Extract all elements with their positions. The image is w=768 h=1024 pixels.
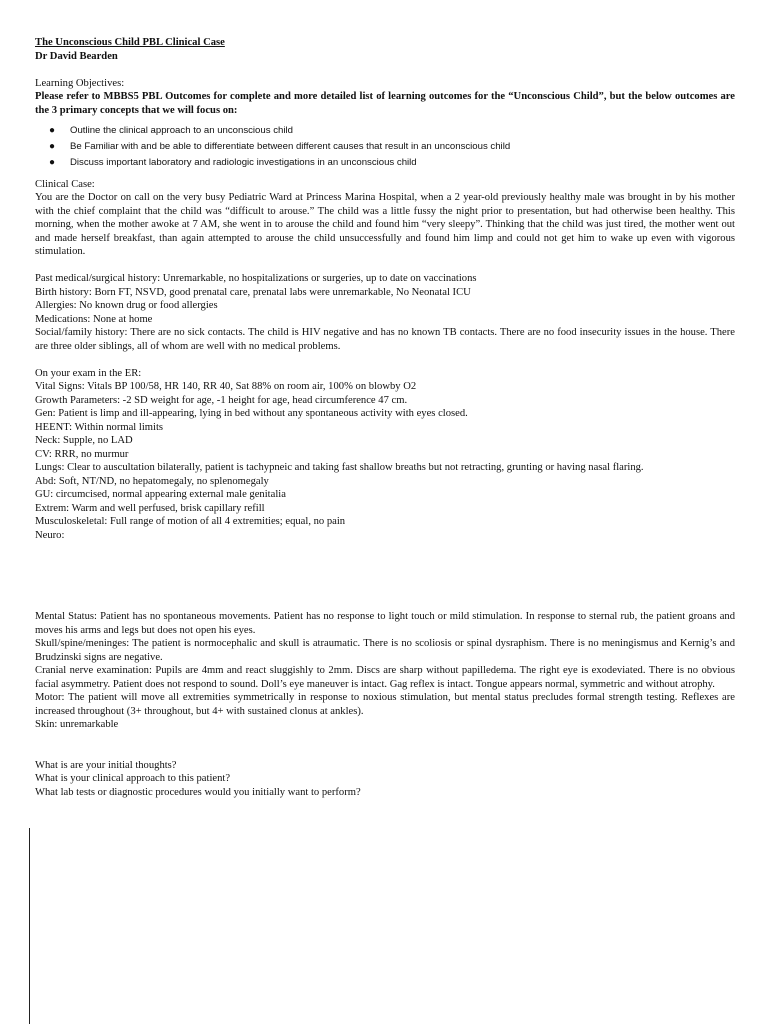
objective-item: ● Be Familiar with and be able to differentiate between different causes that result in an unconscious child bbox=[35, 139, 735, 155]
history-line: Medications: None at home bbox=[35, 313, 153, 325]
history-line: Allergies: No known drug or food allergies bbox=[35, 300, 218, 312]
objective-item: ● Outline the clinical approach to an unconscious child bbox=[35, 123, 735, 139]
history-section bbox=[35, 272, 735, 353]
objectives-list bbox=[35, 123, 735, 172]
exam-line: Growth Parameters: -2 SD weight for age, -1 height for age, head circumference 47 cm. bbox=[35, 394, 408, 406]
history-line: Social/family history: There are no sick contacts. The child is HIV negative and has no known TB contacts. There are no food insecurity issues in the house. There are three older siblings, all of whom are well with no medical problems. bbox=[35, 327, 735, 352]
neuro-line: Skull/spine/meninges: The patient is normocephalic and skull is atraumatic. There is no scoliosis or spinal dysraphism. There is no meningismus and Kernig’s and Brudzinski signs are negative. bbox=[35, 638, 735, 663]
exam-line: Musculoskeletal: Full range of motion of all 4 extremities; equal, no pain bbox=[35, 516, 346, 528]
exam-line: Lungs: Clear to auscultation bilaterally, patient is tachypneic and taking fast shallow breaths but not retracting, grunting or having nasal flaring. bbox=[35, 462, 644, 474]
exam-line: HEENT: Within normal limits bbox=[35, 421, 164, 433]
history-line: Past medical/surgical history: Unremarkable, no hospitalizations or surgeries, up to date on vaccinations bbox=[35, 273, 477, 285]
exam-line: Neuro: bbox=[35, 529, 65, 541]
neuro-line: Motor: The patient will move all extremities symmetrically in response to noxious stimulation, but mental status precludes formal strength testing. Reflexes are increased throughout (3+ throughout, but 4+ with sustained clonus at ankles). bbox=[35, 692, 735, 717]
exam-line: Extrem: Warm and well perfused, brisk capillary refill bbox=[35, 502, 265, 514]
neuro-line: Mental Status: Patient has no spontaneous movements. Patient has no response to light touch or mild stimulation. In response to sternal rub, the patient groans and moves his arms and legs but does not open his eyes. bbox=[35, 611, 735, 636]
objectives-heading: Learning Objectives: bbox=[35, 77, 125, 89]
exam-section bbox=[35, 367, 735, 543]
question-line: What is are your initial thoughts? bbox=[35, 759, 177, 771]
exam-line: Gen: Patient is limp and ill-appearing, lying in bed without any spontaneous activity with eyes closed. bbox=[35, 408, 468, 420]
bullet-icon: ● bbox=[49, 157, 56, 169]
neuro-line: Skin: unremarkable bbox=[35, 719, 119, 731]
exam-line: GU: circumcised, normal appearing external male genitalia bbox=[35, 489, 286, 501]
exam-line: Vital Signs: Vitals BP 100/58, HR 140, RR 40, Sat 88% on room air, 100% on blowby O2 bbox=[35, 381, 417, 393]
document-page bbox=[35, 36, 735, 799]
exam-line: CV: RRR, no murmur bbox=[35, 448, 129, 460]
bullet-icon: ● bbox=[49, 125, 56, 136]
history-line: Birth history: Born FT, NSVD, good prenatal care, prenatal labs were unremarkable, No Neonatal ICU bbox=[35, 286, 471, 298]
margin-rule bbox=[29, 828, 30, 1024]
case-heading: Clinical Case: bbox=[35, 178, 95, 190]
question-line: What is your clinical approach to this patient? bbox=[35, 773, 231, 785]
objective-item: ● Discuss important laboratory and radiologic investigations in an unconscious child bbox=[35, 155, 735, 171]
exam-line: Neck: Supple, no LAD bbox=[35, 435, 133, 447]
neuro-section bbox=[35, 610, 735, 732]
document-title: The Unconscious Child PBL Clinical Case bbox=[35, 37, 225, 48]
document-author: Dr David Bearden bbox=[35, 50, 118, 62]
objectives-note: Please refer to MBBS5 PBL Outcomes for complete and more detailed list of learning outcomes for the “Unconscious Child”, but the below outcomes are the 3 primary concepts that we will focus on: bbox=[35, 91, 735, 116]
case-narrative: You are the Doctor on call on the very busy Pediatric Ward at Princess Marina Hospital, when a 2 year-old previously healthy male was brought in by his mother with the chief complaint that the child was “difficult to arouse.” The child was a little fussy the night prior to presentation, but had otherwise been healthy. This morning, when the mother awoke at 7 AM, she went in to arouse the child and found him “very sleepy”. Thinking that the child was just tired, the mother went out and made herself breakfast, than again attempted to arouse the child unsuccessfully and found him limp and could not get him to wake up even with vigorous stimulation. bbox=[35, 192, 735, 258]
bullet-icon: ● bbox=[49, 141, 56, 153]
questions-section bbox=[35, 759, 735, 800]
question-line: What lab tests or diagnostic procedures would you initially want to perform? bbox=[35, 786, 361, 798]
exam-line: Abd: Soft, NT/ND, no hepatomegaly, no splenomegaly bbox=[35, 475, 269, 487]
neuro-line: Cranial nerve examination: Pupils are 4mm and react sluggishly to 2mm. Discs are sharp without papilledema. The right eye is exodeviated. There is no obvious facial asymmetry. Patient does not respond to sound. Doll’s eye maneuver is intact. Gag reflex is intact. Tongue appears normal, symmetric and without atrophy. bbox=[35, 665, 735, 690]
exam-line: On your exam in the ER: bbox=[35, 367, 142, 379]
